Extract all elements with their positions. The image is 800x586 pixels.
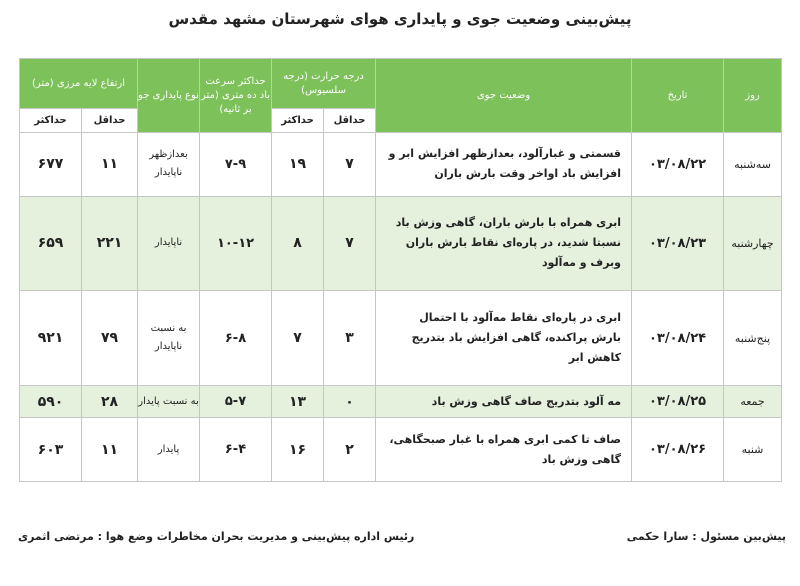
table-row (20, 196, 782, 291)
forecast-table (19, 58, 782, 482)
header-temp-min: حداقل (324, 109, 376, 133)
page-title: پیش‌بینی وضعیت جوی و پایداری هوای شهرستان مشهد مقدس (168, 10, 632, 28)
boundary-max-cell: ۶۵۹ (20, 196, 82, 291)
day-cell: پنج‌شنبه (724, 291, 782, 386)
temp-min-cell: ۷ (324, 196, 376, 291)
boundary-max-cell: ۹۲۱ (20, 291, 82, 386)
temp-min-cell: ۷ (324, 133, 376, 197)
temp-min-cell: ۰ (324, 385, 376, 418)
condition-cell: ابری در پاره‌ای نقاط مه‌آلود با احتمال بارش پراکنده، گاهی افزایش باد بتدریج کاهش ابر (376, 291, 632, 386)
day-cell: شنبه (724, 418, 782, 482)
temp-min-cell: ۲ (324, 418, 376, 482)
stability-cell: به نسبت ناپایدار (138, 291, 200, 386)
date-cell: ۰۳/۰۸/۲۵ (632, 385, 724, 418)
condition-cell: مه آلود بتدریج صاف گاهی وزش باد (376, 385, 632, 418)
boundary-min-cell: ۱۱ (82, 133, 138, 197)
table-row (20, 133, 782, 197)
date-cell: ۰۳/۰۸/۲۴ (632, 291, 724, 386)
header-day: روز (724, 59, 782, 133)
day-cell: جمعه (724, 385, 782, 418)
temp-max-cell: ۱۳ (272, 385, 324, 418)
condition-cell: صاف تا کمی ابری همراه با غبار صبحگاهی، گاهی وزش باد (376, 418, 632, 482)
stability-cell: به نسبت پایدار (138, 385, 200, 418)
boundary-min-cell: ۷۹ (82, 291, 138, 386)
header-temperature: درجه حرارت (درجه سلسیوس) (272, 59, 376, 109)
wind-cell: ۵-۷ (200, 385, 272, 418)
temp-max-cell: ۱۶ (272, 418, 324, 482)
header-boundary-max: حداکثر (20, 109, 82, 133)
wind-cell: ۶-۸ (200, 291, 272, 386)
condition-cell: ابری همراه با بارش باران، گاهی وزش باد نسبتا شدید، در پاره‌ای نقاط بارش باران وبرف و مه‌آلود (376, 196, 632, 291)
department-head-credit: رئیس اداره پیش‌بینی و مدیریت بحران مخاطرات وضع هوا : مرتضی اثمری (18, 530, 415, 543)
boundary-max-cell: ۶۰۳ (20, 418, 82, 482)
header-wind: حداکثر سرعت باد ده متری (متر بر ثانیه) (200, 59, 272, 133)
header-temp-max: حداکثر (272, 109, 324, 133)
temp-max-cell: ۸ (272, 196, 324, 291)
table-row (20, 418, 782, 482)
date-cell: ۰۳/۰۸/۲۳ (632, 196, 724, 291)
date-cell: ۰۳/۰۸/۲۶ (632, 418, 724, 482)
day-cell: سه‌شنبه (724, 133, 782, 197)
stability-cell: بعدازظهر ناپایدار (138, 133, 200, 197)
condition-cell: قسمتی و غبارآلود، بعدازظهر افزایش ابر و افزایش باد اواخر وقت بارش باران (376, 133, 632, 197)
stability-cell: پایدار (138, 418, 200, 482)
table-row (20, 385, 782, 418)
wind-cell: ۶-۴ (200, 418, 272, 482)
header-condition: وضعیت جوی (376, 59, 632, 133)
header-date: تاریخ (632, 59, 724, 133)
wind-cell: ۷-۹ (200, 133, 272, 197)
header-stability: نوع پایداری جو (138, 59, 200, 133)
temp-max-cell: ۱۹ (272, 133, 324, 197)
boundary-min-cell: ۲۲۱ (82, 196, 138, 291)
boundary-min-cell: ۱۱ (82, 418, 138, 482)
header-boundary-layer: ارتفاع لایه مرزی (متر) (20, 59, 138, 109)
wind-cell: ۱۰-۱۲ (200, 196, 272, 291)
stability-cell: ناپایدار (138, 196, 200, 291)
day-cell: چهارشنبه (724, 196, 782, 291)
forecaster-credit: پیش‌بین مسئول : سارا حکمی (626, 530, 786, 543)
temp-max-cell: ۷ (272, 291, 324, 386)
date-cell: ۰۳/۰۸/۲۲ (632, 133, 724, 197)
boundary-max-cell: ۵۹۰ (20, 385, 82, 418)
boundary-min-cell: ۲۸ (82, 385, 138, 418)
header-boundary-min: حداقل (82, 109, 138, 133)
boundary-max-cell: ۶۷۷ (20, 133, 82, 197)
table-row (20, 291, 782, 386)
temp-min-cell: ۳ (324, 291, 376, 386)
